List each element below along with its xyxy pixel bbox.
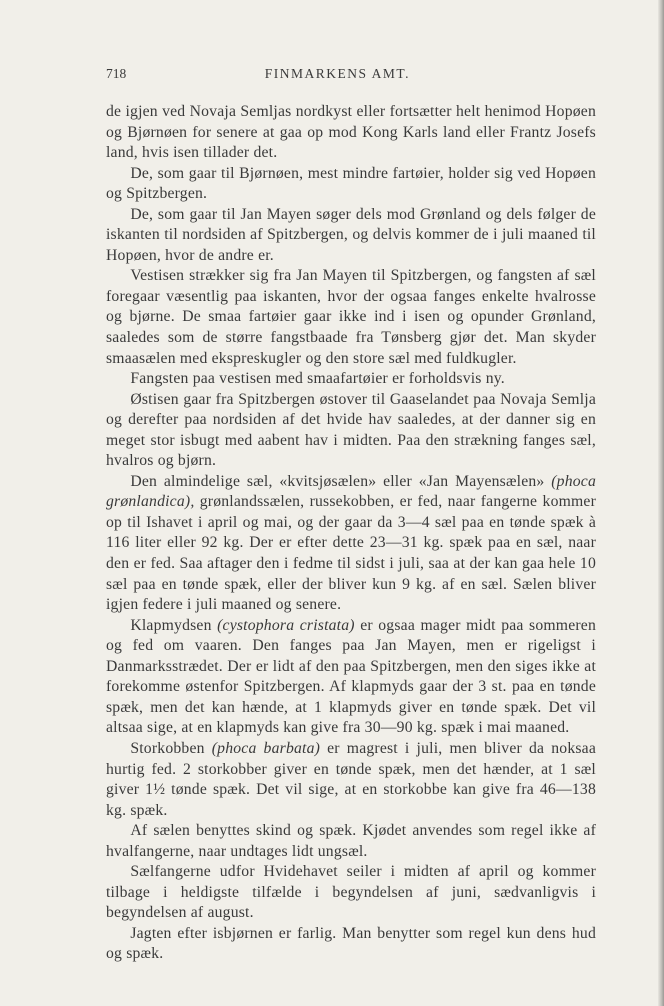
text-run: de igjen ved Novaja Semljas nordkyst eller fortsætter helt henimod Hopøen og Bjørnøen for senere at gaa op mod Kong Karls land eller Frantz Josefs land, hvis isen tillader det. <box>106 103 596 162</box>
text-run: Sælfangerne udfor Hvidehavet seiler i midten af april og kommer tilbage i heldigste tilfælde i begyndelsen af juni, sædvanligvis i begyndelsen af august. <box>106 863 596 922</box>
species-name-italic: (phoca barbata) <box>211 739 321 757</box>
text-run: Storkobben <box>130 739 212 757</box>
paragraph <box>106 862 596 924</box>
text-run: De, som gaar til Bjørnøen, mest mindre fartøier, holder sig ved Hopøen og Spitzbergen. <box>106 164 596 203</box>
paragraph <box>106 616 596 739</box>
page-edge-shadow <box>658 0 664 1006</box>
text-run: Fangsten paa vestisen med smaafartøier er forholdsvis ny. <box>130 370 505 388</box>
paragraph <box>106 102 596 164</box>
text-run: Vestisen strækker sig fra Jan Mayen til Spitzbergen, og fangsten af sæl foregaar væsentlig paa iskanten, hvor der ogsaa fanges enkelte hvalrosse og bjørne. De smaa fartøier gaar ikke ind i isen og opunder Grønland, saaledes som de større fangstbaade fra Tønsberg gjør det. Man skyder smaasælen med ekspreskugler og den store sæl med fuldkugler. <box>106 267 596 367</box>
text-run: Østisen gaar fra Spitzbergen østover til Gaaselandet paa Novaja Semlja og derefter paa nordsiden af det hvide hav saaledes, at der danner sig en meget stor isbugt med aabent hav i midten. Paa den strækning fanges sæl, hvalros og bjørn. <box>106 390 596 470</box>
paragraph <box>106 266 596 369</box>
body-text <box>106 102 596 965</box>
paragraph <box>106 472 596 616</box>
text-run: er magrest i juli, men bliver da noksaa hurtig fed. 2 storkobber giver en tønde spæk, men det hænder, at 1 sæl giver 1½ tønde spæk. Det vil sige, at en storkobbe kan give fra 46—138 kg. spæk. <box>106 739 597 819</box>
page-header <box>106 66 596 82</box>
text-run: Klapmydsen <box>130 616 218 634</box>
text-run: Jagten efter isbjørnen er farlig. Man benytter som regel kun dens hud og spæk. <box>106 924 596 963</box>
paragraph <box>106 739 596 821</box>
text-run: Af sælen benyttes skind og spæk. Kjødet anvendes som regel ikke af hvalfangerne, naar undtages lidt ungsæl. <box>106 822 596 860</box>
running-head: FINMARKENS AMT. <box>264 66 410 81</box>
page-number: 718 <box>106 66 127 81</box>
text-run: De, som gaar til Jan Mayen søger dels mod Grønland og dels følger de iskanten til nordsiden af Spitzbergen, og delvis kommer de i juli maaned til Hopøen, hvor de andre er. <box>106 205 596 264</box>
paragraph <box>106 164 596 205</box>
paragraph <box>106 369 596 390</box>
text-run: grønlandssælen, russekobben, er fed, naar fangerne kommer op til Ishavet i april og mai, og der gaar da 3—4 sæl paa en tønde spæk à 116 liter eller 92 kg. Der er efter dette 23—31 kg. spæk paa en sæl, naar den er fed. Saa aftager den i fedme til sidst i juli, saa at der kan gaa hele 10 sæl paa en tønde spæk, eller der bliver kun 9 kg. af en sæl. Sælen bliver igjen federe i juli maaned og senere. <box>106 493 596 614</box>
text-run: Den almindelige sæl, «kvitsjøsælen» eller «Jan Mayensælen» <box>130 472 552 490</box>
paragraph <box>106 205 596 267</box>
paragraph <box>106 390 596 472</box>
species-name-italic: (phoca grønlandica), <box>106 472 596 511</box>
paragraph <box>106 924 596 965</box>
species-name-italic: (cystophora cristata) <box>217 616 355 634</box>
text-run: er ogsaa mager midt paa sommeren og fed om vaaren. Den fanges paa Jan Mayen, men er rigeligst i Danmarksstrædet. Der er lidt af den paa Spitzbergen, men den siges ikke at forekomme østenfor Spitzbergen. Af klapmyds gaar der 3 st. paa en tønde spæk, men det kan hænde, at 1 klapmyds giver en tønde spæk. Det vil altsaa sige, at en klapmyds kan give fra 30—90 kg. spæk i mai maaned. <box>106 616 596 737</box>
book-page <box>106 66 596 965</box>
paragraph <box>106 821 596 862</box>
